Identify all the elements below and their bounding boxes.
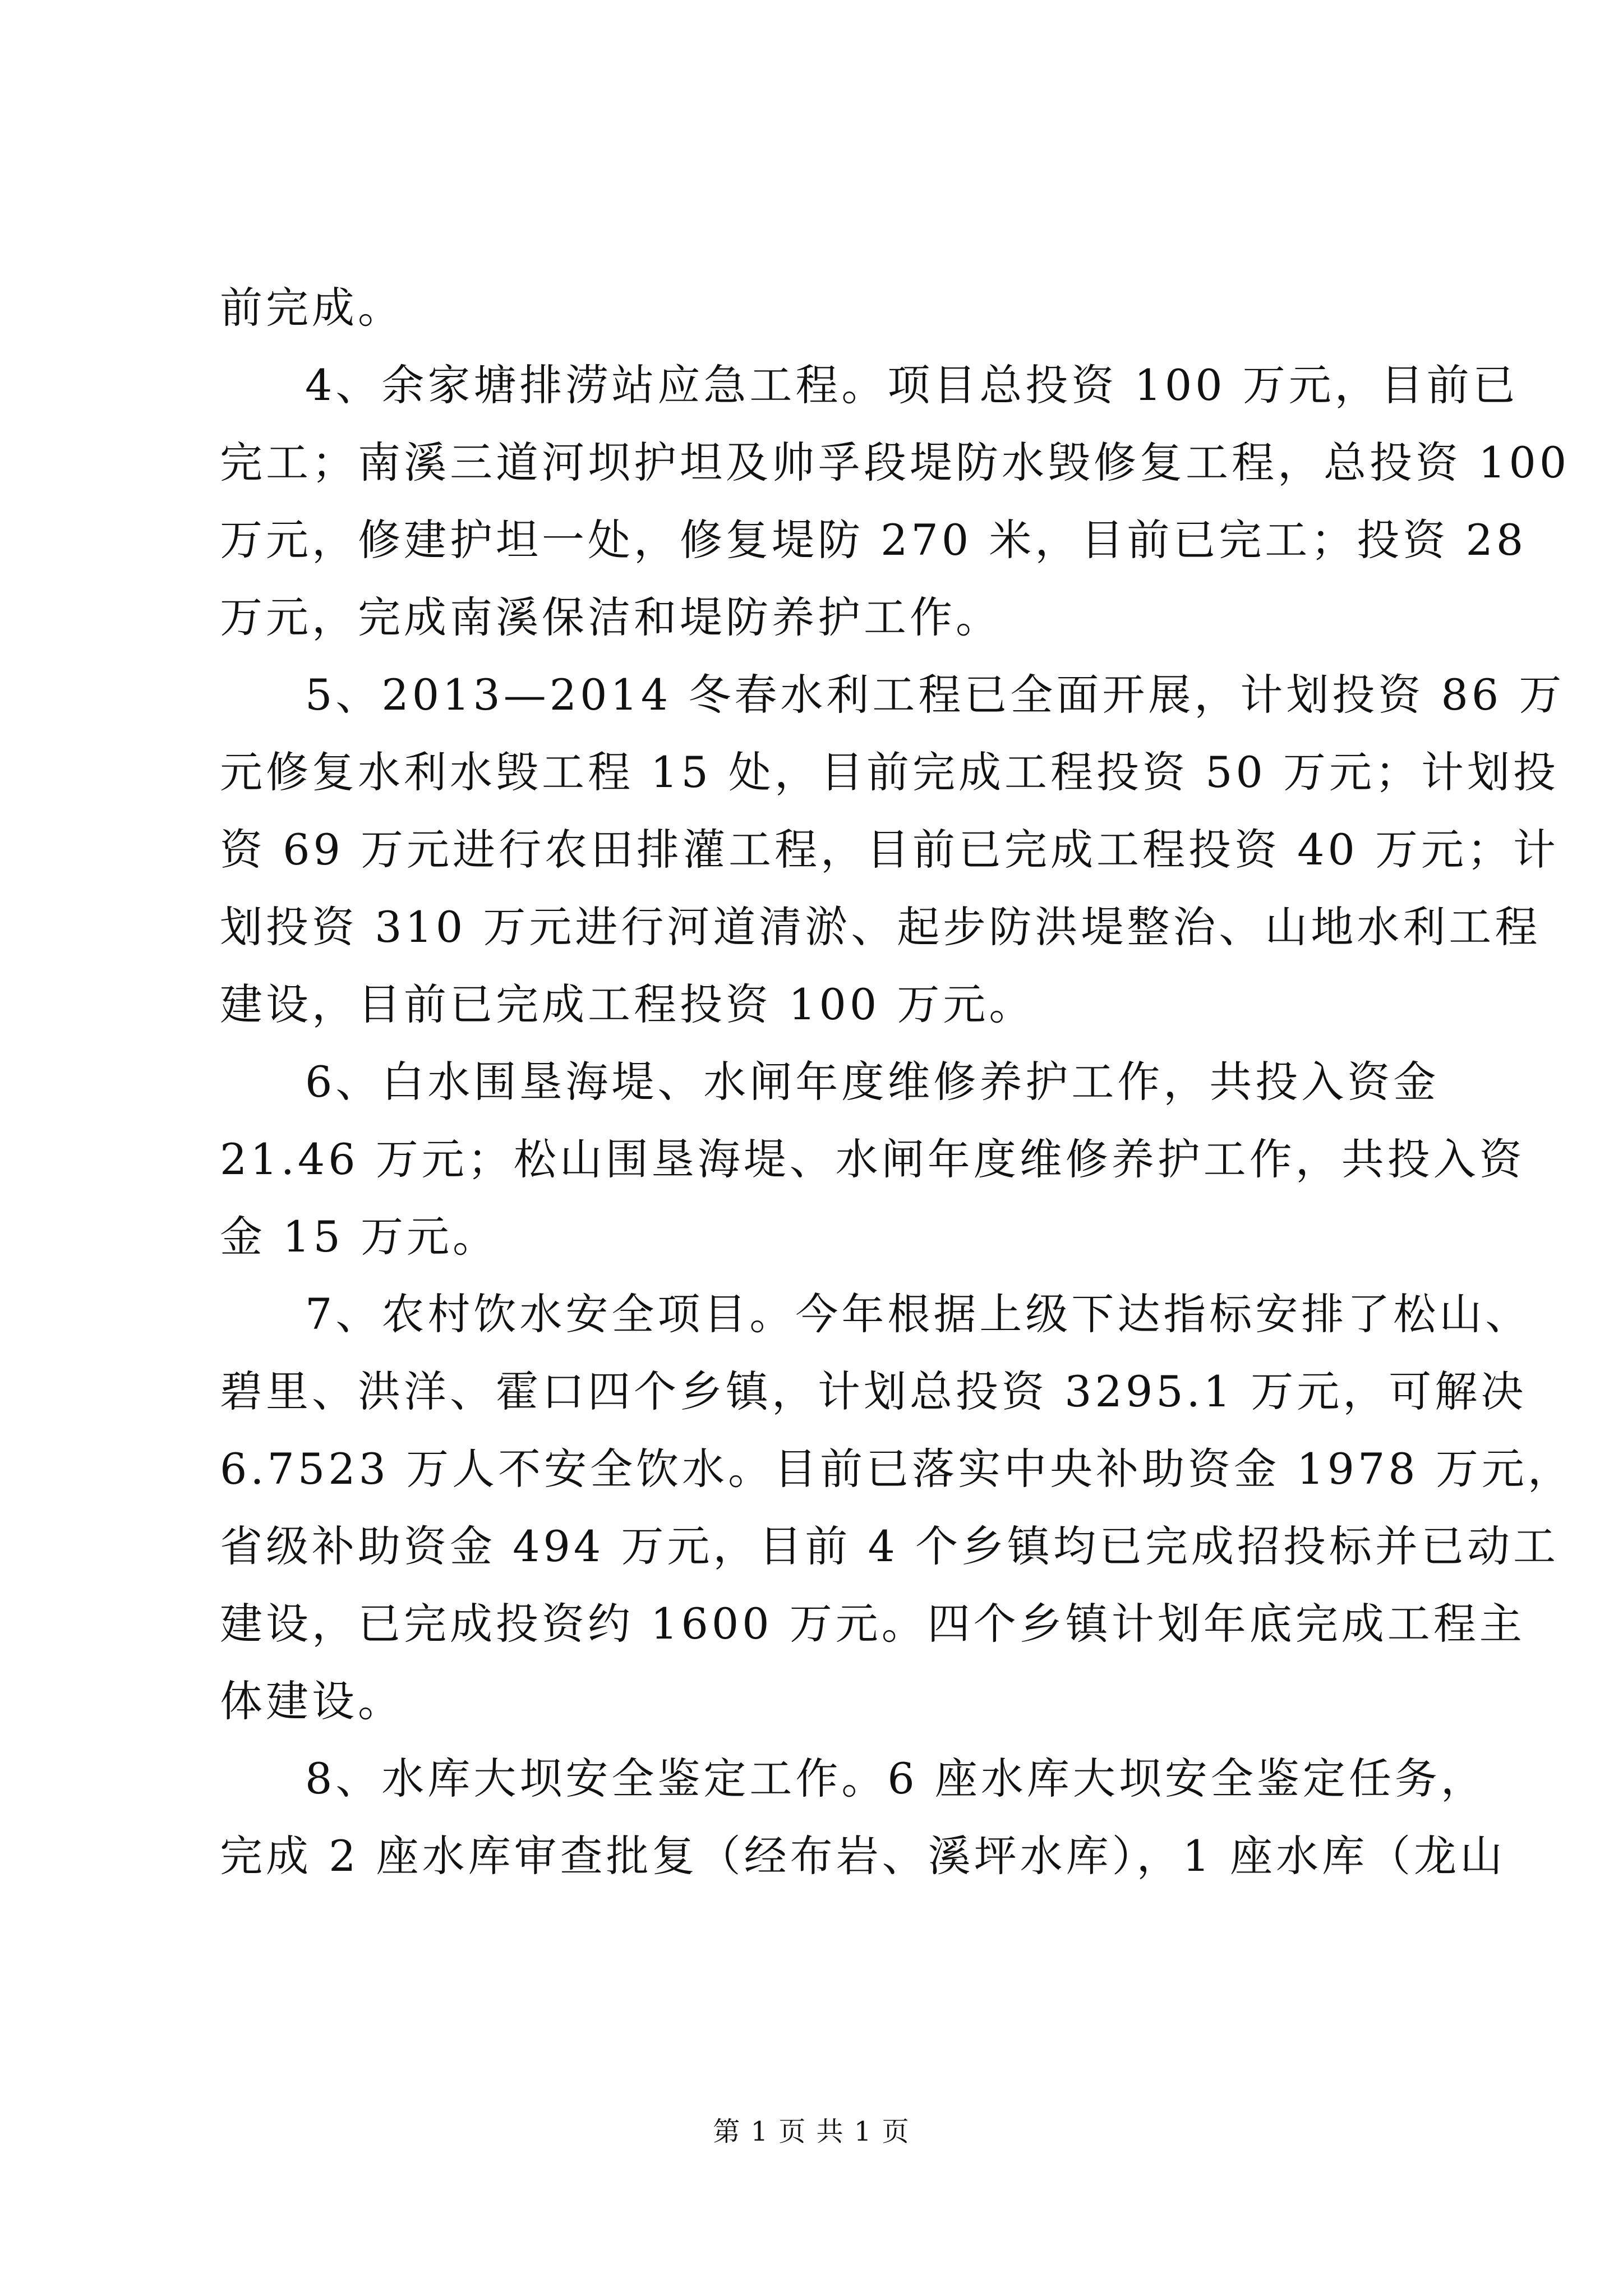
paragraph-4-start: 4、余家塘排涝站应急工程。项目总投资 100 万元，目前已 [305,360,1519,410]
text-line: 6.7523 万人不安全饮水。目前已落实中央补助资金 1978 万元， [220,1444,1574,1494]
paragraph-7-start: 7、农村饮水安全项目。今年根据上级下达指标安排了松山、 [305,1289,1532,1339]
text-line: 划投资 310 万元进行河道清淤、起步防洪堤整治、山地水利工程 [220,902,1541,952]
text-line: 万元，完成南溪保洁和堤防养护工作。 [220,592,1002,642]
paragraph-5-start: 5、2013—2014 冬春水利工程已全面开展，计划投资 86 万 [305,670,1565,720]
paragraph-6-start: 6、白水围垦海堤、水闸年度维修养护工作，共投入资金 [305,1057,1440,1107]
text-line: 建设，已完成投资约 1600 万元。四个乡镇计划年底完成工程主 [220,1599,1525,1649]
text-line: 体建设。 [220,1676,404,1726]
paragraph-8-start: 8、水库大坝安全鉴定工作。6 座水库大坝安全鉴定任务， [305,1754,1487,1803]
text-line: 元修复水利水毁工程 15 处，目前完成工程投资 50 万元；计划投 [220,747,1560,797]
page-number-footer: 第 1 页 共 1 页 [713,2116,910,2147]
text-line: 金 15 万元。 [220,1212,499,1262]
text-line: 完成 2 座水库审查批复（经布岩、溪坪水库），1 座水库（龙山 [220,1831,1506,1881]
text-line: 万元，修建护坦一处，修复堤防 270 米，目前已完工；投资 28 [220,515,1527,565]
document-body [220,269,1574,1895]
text-line: 建设，目前已完成工程投资 100 万元。 [220,979,1035,1029]
text-line: 碧里、洪洋、霍口四个乡镇，计划总投资 3295.1 万元，可解决 [220,1366,1527,1416]
text-line: 前完成。 [220,283,404,333]
text-line: 省级补助资金 494 万元，目前 4 个乡镇均已完成招投标并已动工 [220,1521,1560,1571]
text-line: 21.46 万元；松山围垦海堤、水闸年度维修养护工作，共投入资 [220,1134,1525,1184]
text-line: 完工；南溪三道河坝护坦及帅孚段堤防水毁修复工程，总投资 100 [220,438,1570,487]
text-line: 资 69 万元进行农田排灌工程，目前已完成工程投资 40 万元；计 [220,825,1560,875]
